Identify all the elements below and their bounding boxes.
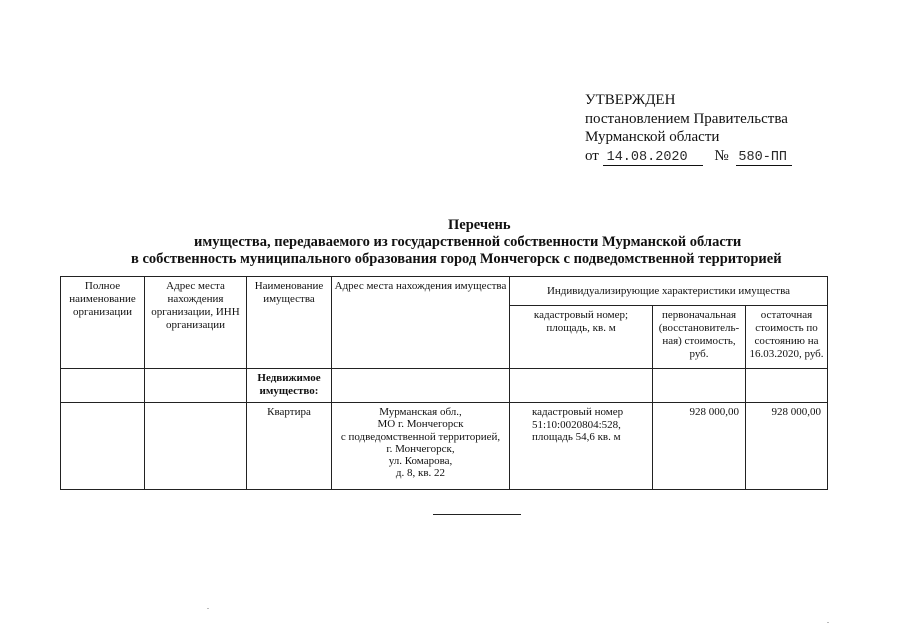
row-org-name	[61, 403, 145, 490]
approval-decree-line: постановлением Правительства	[585, 110, 788, 127]
approval-stamp	[585, 91, 792, 166]
date-prefix: от	[585, 147, 599, 164]
address-line: Мурманская обл.,	[379, 406, 462, 418]
approval-date-line	[585, 147, 792, 166]
row-residual-cost: 928 000,00	[746, 403, 828, 490]
approval-number: 580-ПП	[736, 150, 792, 166]
section-label: Недвижимое имущество:	[247, 369, 332, 403]
empty-cell	[145, 369, 247, 403]
section-row	[61, 369, 828, 403]
approval-heading: УТВЕРЖДЕН	[585, 92, 676, 108]
cadastral-line: 51:10:0020804:528,	[532, 418, 621, 431]
table-row	[61, 403, 828, 490]
header-initial-cost: первоначальная (восстановитель-ная) стоимость, руб.	[653, 306, 746, 369]
header-org-name: Полное наименование организации	[61, 277, 145, 369]
title-line-3: в собственность муниципального образования город Мончегорск с подведомственной территорией	[131, 251, 782, 267]
empty-cell	[653, 369, 746, 403]
header-property-name: Наименование имущества	[247, 277, 332, 369]
address-line: д. 8, кв. 22	[395, 467, 446, 480]
closing-line	[433, 514, 521, 515]
approval-date: 14.08.2020	[603, 150, 703, 166]
title-line-1: Перечень	[448, 217, 511, 233]
address-line: с подведомственной территорией,	[340, 430, 501, 443]
address-line: г. Мончегорск,	[386, 442, 455, 455]
row-property-name: Квартира	[247, 403, 332, 490]
header-residual-cost: остаточная стоимость по состоянию на 16.03.2020, руб.	[746, 306, 828, 369]
empty-cell	[332, 369, 510, 403]
scan-speck	[207, 608, 209, 609]
empty-cell	[61, 369, 145, 403]
header-cadastral: кадастровый номер; площадь, кв. м	[510, 306, 653, 369]
cadastral-line: кадастровый номер	[532, 406, 624, 418]
header-row-1	[61, 277, 828, 306]
row-cadastral	[510, 403, 653, 490]
title-line-2: имущества, передаваемого из государственной собственности Мурманской области	[194, 234, 742, 250]
property-table	[60, 276, 828, 490]
header-characteristics: Индивидуализирующие характеристики имущества	[510, 277, 828, 306]
scan-speck	[827, 622, 829, 623]
empty-cell	[510, 369, 653, 403]
header-property-address: Адрес места нахождения имущества	[332, 277, 510, 369]
empty-cell	[746, 369, 828, 403]
address-line: МО г. Мончегорск	[377, 418, 464, 431]
row-org-address	[145, 403, 247, 490]
cadastral-line: площадь 54,6 кв. м	[532, 431, 621, 443]
row-property-address	[332, 403, 510, 490]
approval-region-line: Мурманской области	[585, 129, 720, 145]
number-prefix: №	[714, 147, 729, 164]
row-initial-cost: 928 000,00	[653, 403, 746, 490]
header-org-address: Адрес места нахождения организации, ИНН организации	[145, 277, 247, 369]
address-line: ул. Комарова,	[388, 455, 453, 468]
